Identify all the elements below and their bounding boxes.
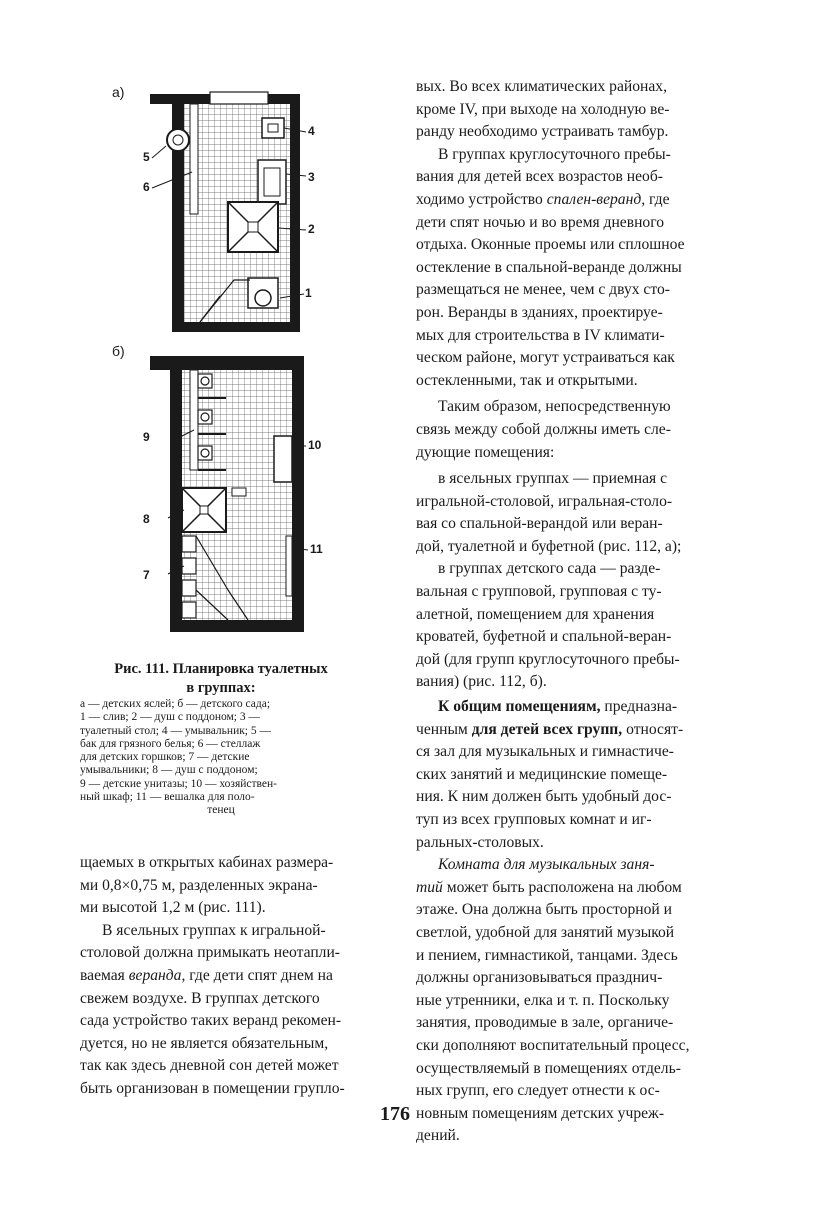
plan-b (150, 356, 308, 632)
text-line: свежем воздухе. В группах детского (80, 989, 320, 1007)
music-room-term: Комната для музыкальных заня- (438, 856, 655, 874)
text-line: ральных-столовых. (416, 833, 544, 851)
caption-line: туалетный стол; 4 — умывальник; 5 — (80, 724, 272, 737)
caption-line: умывальники; 8 — душ с поддоном; (80, 764, 258, 777)
text-line: вальная с групповой, групповая с ту- (416, 583, 662, 601)
caption-title-line-1: Рис. 111. Планировка туалетных (114, 661, 328, 677)
text-line: дой, туалетной и буфетной (рис. 112, а); (416, 537, 682, 555)
text-line: светлой, удобной для занятий музыкой (416, 923, 675, 941)
text-line: вых. Во всех климатических районах, (416, 78, 667, 95)
text-line: дети спят ночью и во время дневного (416, 213, 665, 231)
label-5: 5 (143, 150, 150, 164)
text-line: ния. К ним должен быть удобный дос- (416, 788, 672, 806)
caption-line: а — детских яслей; б — детского сада; (80, 698, 271, 710)
caption-line: 9 — детские унитазы; 10 — хозяйствен- (80, 777, 277, 790)
text-line: вая со спальной-верандой или веран- (416, 515, 663, 533)
caption-line: 1 — слив; 2 — душ с поддоном; 3 — (80, 711, 260, 724)
text-line: связь между собой должны иметь сле- (416, 420, 671, 438)
label-11: 11 (310, 542, 323, 556)
label-6: 6 (143, 180, 150, 194)
text-line: новным помещениям детских учреж- (416, 1104, 665, 1122)
figure-caption (80, 660, 362, 818)
text-line: К общим помещениям, предназна- (438, 698, 678, 716)
text-line: туп из всех групповых комнат и иг- (416, 811, 652, 828)
paragraph-left-2 (80, 988, 386, 1101)
text-line: игральной-столовой, игральная-столо- (416, 492, 673, 510)
text-line: кроватей, буфетной и спальной-веран- (416, 628, 672, 646)
text-line: остекленными, так и открытыми. (416, 371, 638, 389)
text-line: дующие помещения: (416, 443, 555, 461)
text-line: дуется, но не является обязательным, (80, 1034, 329, 1052)
text-line: ми высотой 1,2 м (рис. 111). (80, 899, 266, 917)
paragraph-right-6 (416, 741, 750, 854)
caption-line: тенец (207, 804, 235, 817)
paragraph-right-7 (416, 899, 750, 1148)
text-line: ски дополняют воспитательный процесс, (416, 1036, 690, 1054)
text-line: должны организовываться празднич- (416, 969, 663, 987)
label-7: 7 (143, 568, 150, 582)
text-line: вания для детей всех возрастов необ- (416, 168, 663, 186)
text-line: вания) (рис. 112, б). (416, 673, 547, 691)
text-line: В группах круглосуточного пребы- (438, 145, 671, 163)
paragraph-left-1 (80, 852, 386, 920)
paragraph-right-5 (416, 558, 750, 694)
text-line (416, 854, 750, 877)
label-10: 10 (308, 438, 322, 452)
caption-body (80, 698, 362, 818)
caption-line: для детских горшков; 7 — детские (80, 751, 250, 764)
text-line: щаемых в открытых кабинах размера- (80, 854, 334, 871)
common-rooms-term: К общим помещениям, (438, 698, 601, 716)
text-line: ных групп, его следует отнести к ос- (416, 1082, 660, 1100)
all-groups-term: для детей всех групп, (471, 720, 623, 738)
text-line: ческом районе, могут устраиваться как (416, 349, 675, 367)
text-line: ми 0,8×0,75 м, разделенных экрана- (80, 876, 318, 894)
caption-line: бак для грязного белья; 6 — стеллаж (80, 737, 261, 750)
text-line: размещаться не менее, чем с двух сто- (416, 281, 670, 299)
text-line: ранду необходимо устраивать тамбур. (416, 123, 669, 141)
caption-line: ный шкаф; 11 — вешалка для поло- (80, 791, 255, 804)
text-line: в ясельных группах — приемная с (438, 470, 667, 488)
text-line: сада устройство таких веранд рекомен- (80, 1012, 342, 1030)
panel-b-label: б) (112, 343, 125, 359)
text-line: кроме IV, при выходе на холодную ве- (416, 100, 670, 118)
text-line: ваемая веранда, где дети спят днем на (80, 966, 333, 984)
text-line: ся зал для музыкальных и гимнастиче- (416, 743, 674, 761)
text-line: быть организован в помещении групло- (80, 1079, 345, 1097)
plan-a (150, 92, 306, 332)
paragraph-right-2 (416, 212, 750, 393)
text-line: ные утренники, елка и т. п. Поскольку (416, 991, 670, 1009)
text-line: дой (для групп круглосуточного пребы- (416, 650, 680, 668)
text-line: В ясельных группах к игральной- (102, 921, 326, 939)
text-line: алетной, помещением для хранения (416, 605, 655, 623)
label-8: 8 (143, 512, 150, 526)
page-number: 176 (380, 1103, 410, 1125)
text-line: остекление в спальной-веранде должны (416, 258, 682, 276)
label-2: 2 (308, 222, 315, 236)
paragraph-right-3 (416, 396, 750, 464)
label-3: 3 (308, 170, 315, 184)
veranda-term: веранда (128, 966, 182, 984)
text-line: так как здесь дневной сон детей может (80, 1057, 339, 1075)
label-4: 4 (308, 124, 315, 138)
paragraph-right-1 (416, 76, 750, 144)
panel-a-label: а) (112, 84, 125, 100)
sleeping-veranda-term: спален-веранд, (546, 190, 646, 208)
text-line: столовой должна примыкать неотапли- (80, 944, 340, 962)
left-column-text (80, 852, 386, 1101)
text-line: ченным для детей всех групп, относят- (416, 720, 684, 738)
text-line: мых для строительства в IV климати- (416, 326, 665, 344)
text-line: Таким образом, непосредственную (438, 398, 671, 416)
text-line: рон. Веранды в зданиях, проектируе- (416, 303, 663, 321)
text-line: в группах детского сада — разде- (438, 560, 661, 578)
caption-title-line-2: в группах: (186, 680, 256, 696)
text-line: отдыха. Оконные проемы или сплошное (416, 236, 685, 254)
text-line: занятия, проводимые в зале, органиче- (416, 1014, 674, 1032)
text-line: осуществляемый в помещениях отдель- (416, 1059, 681, 1077)
text-line: этаже. Она должна быть просторной и (416, 901, 672, 919)
text-line: тий может быть расположена на любом (416, 878, 682, 896)
text-line: ских занятий и медицинские помеще- (416, 765, 668, 783)
text-line: и пением, гимнастикой, танцами. Здесь (416, 946, 678, 964)
text-line: дений. (416, 1127, 460, 1145)
label-1: 1 (305, 286, 312, 300)
right-column-text (416, 76, 750, 1148)
label-9: 9 (143, 430, 150, 444)
paragraph-right-4 (416, 468, 750, 558)
text-line: ходимо устройство спален-веранд, где (416, 190, 670, 208)
